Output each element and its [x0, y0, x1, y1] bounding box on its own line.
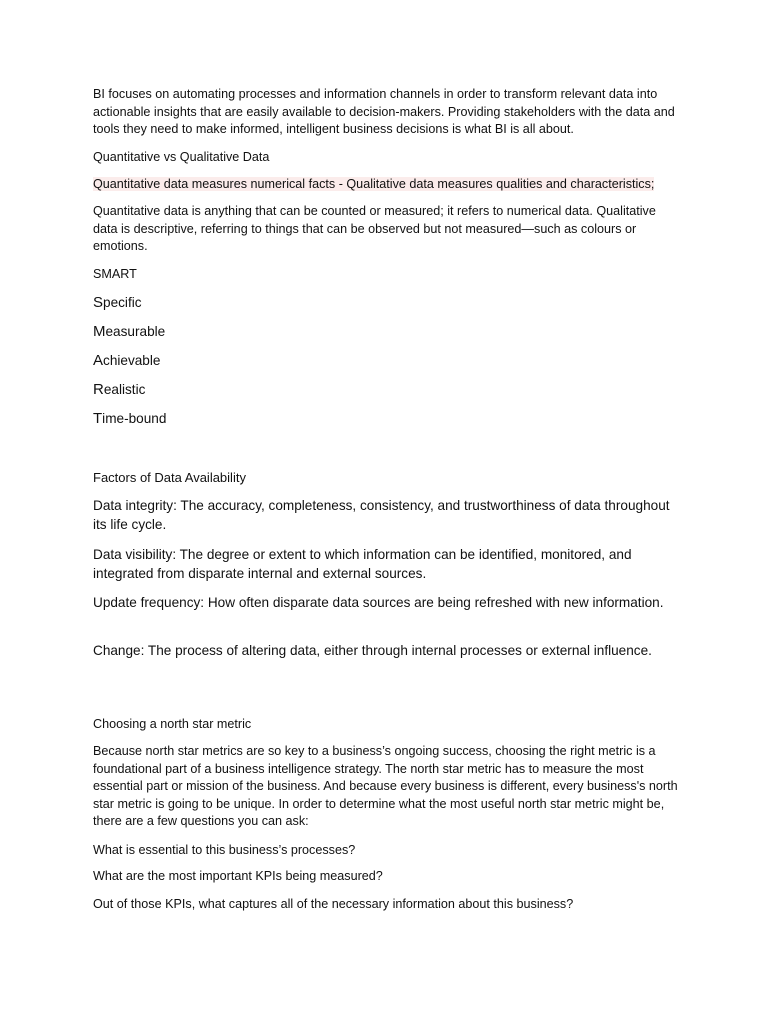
smart-item-realistic	[93, 380, 145, 399]
smart-initial: S	[93, 294, 104, 311]
factor-change: Change: The process of altering data, either through internal processes or external influence.	[93, 643, 652, 658]
smart-rest: ime-bound	[102, 411, 167, 426]
factor-data-integrity: Data integrity: The accuracy, completeness, consistency, and trustworthiness of data throughout its life cycle.	[93, 498, 670, 533]
smart-initial: A	[93, 352, 104, 369]
question-essential: What is essential to this business’s processes?	[93, 843, 356, 857]
factor-update-frequency: Update frequency: How often disparate data sources are being refreshed with new information.	[93, 595, 664, 610]
quant-highlight-paragraph	[93, 176, 678, 194]
factor-data-visibility: Data visibility: The degree or extent to which information can be identified, monitored, and integrated from disparate internal and external sources.	[93, 547, 632, 582]
quant-detail-paragraph: Quantitative data is anything that can be counted or measured; it refers to numerical data. Qualitative data is descriptive, referring to things that can be observed but not measured—such as colours or emotions.	[93, 204, 656, 254]
smart-rest: easurable	[105, 324, 166, 339]
quant-heading: Quantitative vs Qualitative Data	[93, 150, 270, 164]
smart-rest: ealistic	[103, 382, 146, 397]
smart-initial: M	[93, 323, 106, 340]
north-star-paragraph: Because north star metrics are so key to a business’s ongoing success, choosing the right metric is a foundational part of a business intelligence strategy. The north star metric has to measure the most essential part or mission of the business. And because every business is different, every business's north star metric is going to be unique. In order to determine what the most useful north star metric might be, there are a few questions you can ask:	[93, 744, 678, 829]
smart-item-measurable	[93, 322, 165, 341]
intro-paragraph: BI focuses on automating processes and information channels in order to transform relevant data into actionable insights that are easily available to decision-makers. Providing stakeholders with the data and tools they need to make informed, intelligent business decisions is what BI is all about.	[93, 87, 675, 137]
factors-heading: Factors of Data Availability	[93, 470, 246, 485]
smart-heading: SMART	[93, 267, 137, 281]
smart-item-achievable	[93, 351, 160, 370]
smart-item-time-bound	[93, 409, 166, 428]
north-star-heading: Choosing a north star metric	[93, 717, 252, 731]
smart-initial: R	[93, 381, 104, 398]
smart-item-specific	[93, 293, 142, 312]
smart-rest: pecific	[103, 295, 142, 310]
question-kpis: What are the most important KPIs being measured?	[93, 869, 383, 883]
quant-highlight-text: Quantitative data measures numerical facts - Qualitative data measures qualities and characteristics;	[93, 177, 655, 191]
smart-rest: chievable	[103, 353, 161, 368]
question-captures: Out of those KPIs, what captures all of the necessary information about this business?	[93, 897, 574, 911]
smart-initial: T	[93, 410, 103, 427]
